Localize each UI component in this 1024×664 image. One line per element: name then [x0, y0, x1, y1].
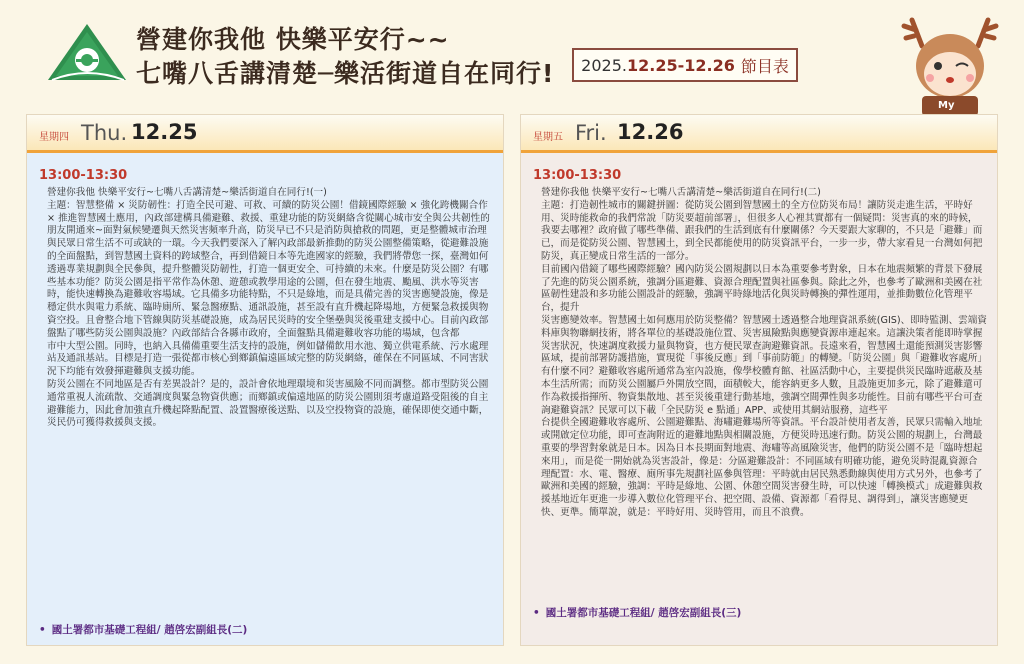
day-date: 12.25 [131, 120, 198, 144]
weekday-label: 星期五 [533, 132, 563, 143]
logo-icon [46, 22, 128, 84]
day-column-thu [26, 114, 504, 646]
day-band [521, 115, 997, 153]
mascot-badge: My [938, 100, 955, 111]
bullet-icon: • [39, 624, 46, 636]
speaker-name: 國土署都市基礎工程組/ 趙啓宏副組長(二) [51, 624, 248, 636]
bullet-icon: • [533, 607, 540, 619]
date-range: 12.25-12.26 [626, 55, 735, 75]
header [0, 0, 1024, 110]
schedule-label: 節目表 [740, 56, 789, 76]
title-line1: 營建你我他 快樂平安行~~ [136, 25, 450, 54]
weekday-label: 星期四 [39, 132, 69, 143]
date-range-box [572, 48, 798, 82]
weekday-english: Fri. [575, 121, 607, 145]
speaker-name: 國土署都市基礎工程組/ 趙啓宏副組長(三) [545, 607, 742, 619]
title-line2: 七嘴八舌講清楚─樂活街道自在同行! [136, 59, 555, 88]
weekday-english: Thu. [81, 121, 128, 145]
speaker-line [533, 605, 741, 620]
program-description: 營建你我他 快樂平安行~七嘴八舌講清楚~樂活街道自在同行!(一) 主題：智慧整備 × 災防韌性：打造全民可避、可救、可續的防災公園！借鏡國際經驗 × 強化跨機關合作 × 推進智慧國土應用，內政部建構具備避難、救援、重建功能的防災網絡含從關心城市安全與公共韌性的朋友開通來~面對氣候變遷與天然災害頻率升高，防災早已不只是消防與搶救的問題，更是整體城市治理與民眾日常生活不可或缺的一環。今天我們要深入了解內政部最新推動的防災公園整備策略，從避難設施的全面盤點，到智慧國土資料的跨域整合，再到借鏡日本等先進國家的經驗，我們將帶您一探，臺灣如何透過專業規劃與全民參與，提升整體災防韌性，打造一個更安全、可持續的未來。什麼是防災公園？有哪些基本功能？防災公園是指平常作為休憩、遊憩或教學用途的公園，但在發生地震、颱風、洪水等災害時，能快速轉換為避難收容場域。它具備多功能特點，不只是綠地，而是具備完善的災害應變設施，像是穩定供水與電力系統、臨時廁所、緊急醫療點、通訊設施，甚至設有直升機起降場地，方便緊急救援與物資空投。且會整合地下管線與防災基礎設施，成為居民災時的安全堡壘與災後重建支援中心。目前內政部盤點了哪些防災公園與設施？內政部結合各縣市政府，全面盤點具備避難收容功能的場域，包含都 市中大型公園。同時，也納入具備備重要生活支持的設施，例如儲備飲用水池、獨立供電系統、污水處理站及通訊基站。目標是打造一張從都市核心到鄉鎮偏遠區域完整的防災網絡，確保在不同區域、不同害狀況下均能有效發揮避難與支援功能。 防災公園在不同地區是否有差異設計？是的，設計會依地理環境和災害風險不同而調整。都市型防災公園通常重視人流疏散、交通調度與緊急物資供應；而鄉鎮或偏遠地區的防災公園則須考慮道路受阻後的自主避難能力，因此會加強直升機起降點配置、設置醫療後送點、以及空投物資的設施，確保即使交通中斷，災民仍可獲得救援與支援。 [47, 187, 490, 429]
day-date: 12.26 [617, 120, 684, 144]
program-description: 營建你我他 快樂平安行~七嘴八舌講清楚~樂活街道自在同行!(二) 主題：打造韌性城市的關鍵拼圖：從防災公園到智慧國土的全方位防災布局！讓防災走進生活，平時好用、災時能救命的我們常說「防災要超前部署」，但很多人心裡其實都有一個疑問：災害真的來的時候，我要去哪裡？政府做了哪些準備、跟我們的生活到底有什麼關係？今天要跟大家聊的，不只是「避難」而已，而是從防災公園、智慧國土，到全民都能使用的防災資訊平台，一步一步，帶大家看見一台灣如何把防災，真正變成日常生活的一部分。 目前國內借鏡了哪些國際經驗？國內防災公園規劃以日本為重要參考對象，日本在地震頻繁的背景下發展了先進的防災公園系統，強調分區避難、資源合理配置與社區參與。除此之外，也參考了歐洲和美國在社區韌性建設和多功能公園設計的經驗，強調平時綠地活化與災時轉換的彈性運用，並推動數位化管理平台，提升 災害應變效率。智慧國土如何應用於防災整備？智慧國土透過整合地理資訊系統(GIS)、即時監測、雲端資料庫與物聯網技術，將各單位的基礎設施位置、災害風險點與應變資源串連起來。這讓決策者能即時掌握災害狀況，快速調度救援力量與物資，也方便民眾查詢避難資訊。長遠來看，智慧國土還能預測災害影響區域，提前部署防護措施，實現從「事後反應」到「事前防範」的轉變。「防災公園」與「避難收容處所」有什麼不同？避難收容處所通常為室內設施，像學校體育館、社區活動中心，主要提供災民臨時遮蔽及基本生活所需；而防災公園屬戶外開放空間，面積較大，能容納更多人數，且設施更加多元，除了避難還可作為救援指揮所、物資集散地、甚至災後重建行動基地，強調空間彈性與多功能性。目前有哪些平台可查詢避難資訊？民眾可以下載「全民防災 e 點通」APP、或使用其網站服務，這些平 台提供全國避難收容處所、公園避難點、海嘯避難場所等資訊。平台設計使用者友善，民眾只需輸入地址或開啟定位功能，即可查詢附近的避難地點與相關設施，方便災時迅速行動。防災公園的規劃上，台灣最重要的學習對象就是日本。因為日本長期面對地震、海嘯等高風險災害，他們的防災公園不是「臨時想起來用」，而是從一開始就為災害設計，像是：分區避難設計：不同區域有明確功能，避免災時混亂資源合理配置：水、電、醫療、廁所事先規劃社區參與管理：平時就由居民熟悉動線與使用方式另外，也參考了歐洲和美國的經驗，強調：平時是綠地、公園、休憩空間災害發生時，可以快速「轉換模式」成避難與救援基地近年更進一步導入數位化管理平台、把空間、設備、資源都「看得見、調得到」，讓災害應變更快、更準。簡單說，就是：平時好用、災時管用，而且不浪費。 [541, 187, 987, 518]
time-slot: 13:00-13:30 [533, 168, 622, 183]
time-slot: 13:00-13:30 [39, 168, 128, 183]
speaker-line [39, 622, 247, 637]
date-prefix: 2025. [581, 55, 627, 75]
day-column-fri [520, 114, 998, 646]
day-band [27, 115, 503, 153]
